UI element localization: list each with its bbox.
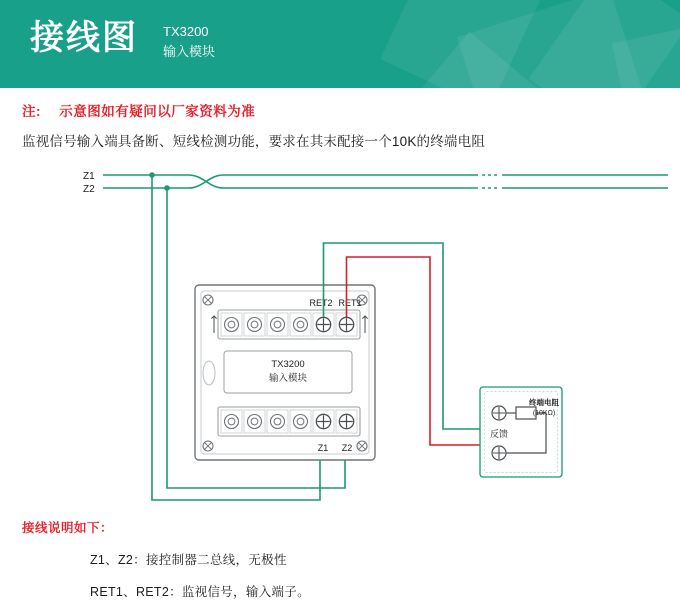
note-label: 注: bbox=[22, 104, 41, 119]
eol-resistor-title: 终端电阻 bbox=[529, 398, 559, 407]
wiring-note-item-1: Z1、Z2：接控制器二总线，无极性 bbox=[90, 553, 287, 567]
terminal-label-z1: Z1 bbox=[317, 443, 329, 453]
wiring-notes bbox=[22, 518, 662, 600]
eol-terminal-top bbox=[492, 406, 506, 420]
module-body bbox=[195, 285, 375, 460]
page-header bbox=[0, 0, 680, 88]
eol-resistor-value: (10KΩ) bbox=[532, 410, 556, 417]
module-name: TX3200 bbox=[271, 359, 305, 370]
wiring-diagram bbox=[0, 155, 680, 515]
terminal-label-ret2: RET2 bbox=[309, 298, 333, 308]
terminal-label-z2: Z2 bbox=[341, 443, 353, 453]
terminal-label-ret1: RET1 bbox=[338, 298, 362, 308]
description-text: 监视信号输入端具备断、短线检测功能，要求在其末配接一个10K的终端电阻 bbox=[22, 134, 486, 149]
eol-resistor-box bbox=[480, 387, 562, 477]
eol-terminal-bottom bbox=[492, 446, 506, 460]
bus-label-z1: Z1 bbox=[83, 171, 95, 182]
bus-lines bbox=[103, 172, 668, 191]
note-text: 示意图如有疑问以厂家资料为准 bbox=[59, 104, 256, 119]
eol-feedback-label: 反馈 bbox=[489, 429, 509, 439]
wiring-note-item-2: RET1、RET2：监视信号，输入端子。 bbox=[90, 585, 310, 599]
page-title: 接线图 bbox=[30, 19, 138, 57]
module-type: 输入模块 bbox=[268, 373, 308, 384]
bus-label-z2: Z2 bbox=[83, 184, 95, 195]
header-module-type: 输入模块 bbox=[163, 44, 216, 59]
header-model: TX3200 bbox=[163, 24, 209, 39]
header-subtitle bbox=[163, 22, 215, 62]
warning-note bbox=[22, 100, 255, 120]
wiring-notes-title: 接线说明如下： bbox=[22, 521, 114, 535]
